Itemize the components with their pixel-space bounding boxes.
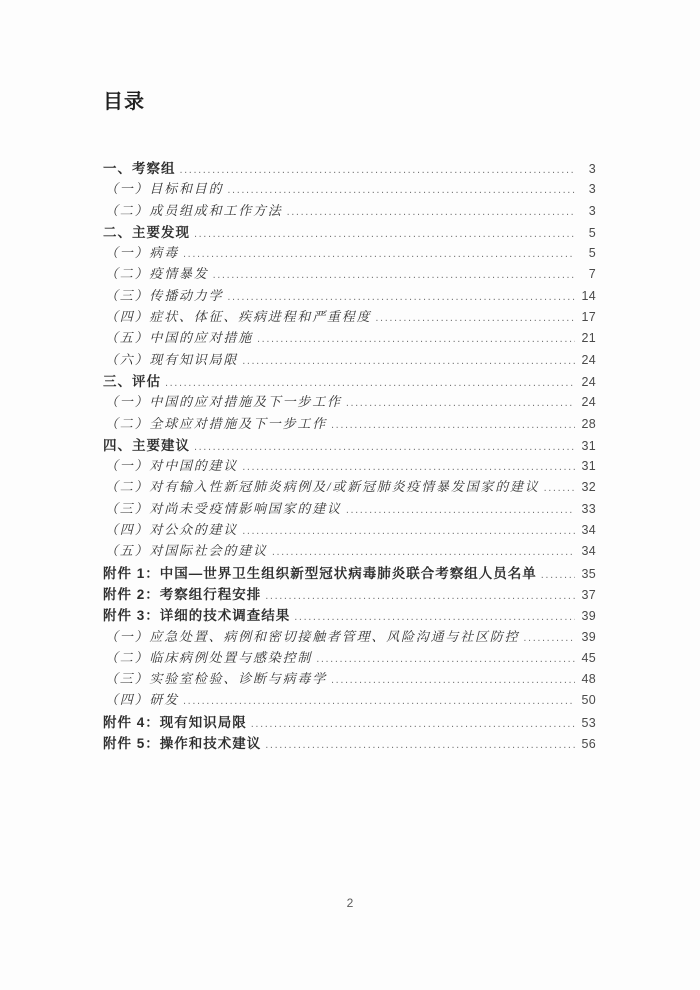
toc-entry-label: （三）传播动力学 — [105, 287, 224, 303]
toc-entry-page: 35 — [581, 566, 596, 581]
toc-entry-page: 34 — [581, 523, 596, 538]
toc-entry-label: （一）病毒 — [105, 245, 180, 261]
toc-entry-label: （一）应急处置、病例和密切接触者管理、风险沟通与社区防控 — [105, 628, 520, 644]
toc-entry — [103, 540, 596, 561]
toc-entry-page: 28 — [581, 416, 596, 431]
toc-entry — [103, 434, 596, 455]
toc-entry — [103, 732, 596, 753]
toc-entry-label: （五）中国的应对措施 — [105, 330, 254, 346]
toc-entry-page: 53 — [581, 715, 596, 730]
dot-leader — [316, 649, 575, 667]
page-number: 2 — [346, 896, 354, 910]
dot-leader — [183, 244, 575, 262]
dot-leader — [251, 714, 575, 732]
toc-entry-label: （三）对尚未受疫情影响国家的建议 — [105, 500, 342, 516]
dot-leader — [331, 415, 575, 433]
toc-entry-page: 5 — [588, 246, 596, 261]
dot-leader — [544, 478, 575, 496]
toc-entry-page: 3 — [588, 162, 596, 176]
toc-entry-page: 50 — [581, 693, 596, 708]
toc-entry-label: 一、考察组 — [103, 161, 176, 176]
toc-entry-label: （四）症状、体征、疾病进程和严重程度 — [105, 309, 372, 325]
toc-entry — [103, 263, 596, 284]
dot-leader — [183, 691, 575, 709]
dot-leader — [227, 287, 575, 305]
dot-leader — [194, 224, 575, 242]
toc-entry — [103, 583, 596, 604]
toc-entry-label: （六）现有知识局限 — [105, 351, 239, 367]
toc-entry-page: 24 — [581, 395, 596, 410]
toc-entry-label: （二）全球应对措施及下一步工作 — [105, 415, 328, 431]
toc-entry-label: 二、主要发现 — [103, 224, 190, 240]
dot-leader — [180, 160, 576, 178]
dot-leader — [287, 202, 575, 220]
toc-entry — [103, 413, 596, 434]
toc-entry-label: （三）实验室检验、诊断与病毒学 — [105, 671, 328, 687]
toc-entry — [103, 200, 596, 221]
toc-entry-page: 24 — [581, 352, 596, 367]
toc-entry-page: 17 — [581, 310, 596, 325]
toc-entry-page: 33 — [581, 501, 596, 516]
toc-entry-label: （一）对中国的建议 — [105, 458, 239, 474]
toc-entry-label: 附件 1：中国—世界卫生组织新型冠状病毒肺炎联合考察组人员名单 — [103, 565, 537, 581]
toc-entry-page: 24 — [581, 374, 596, 389]
dot-leader — [375, 308, 575, 326]
dot-leader — [213, 265, 575, 283]
toc-entry-page: 45 — [581, 650, 596, 665]
dot-leader — [194, 437, 575, 455]
toc-entry-label: （一）中国的应对措施及下一步工作 — [105, 394, 342, 410]
toc-entry-label: 三、评估 — [103, 373, 161, 389]
dot-leader — [541, 565, 575, 583]
dot-leader — [265, 735, 575, 753]
toc-entry-label: （四）对公众的建议 — [105, 522, 239, 538]
dot-leader — [523, 628, 575, 646]
toc-entry — [103, 455, 596, 476]
dot-leader — [265, 586, 575, 604]
toc-entry-page: 34 — [581, 544, 596, 559]
toc-entry-label: （二）成员组成和工作方法 — [105, 202, 283, 218]
toc-entry — [103, 647, 596, 668]
toc-entry-page: 14 — [581, 288, 596, 303]
toc-entry — [103, 626, 596, 647]
toc-entry-label: （二）临床病例处置与感染控制 — [105, 649, 313, 665]
toc-entry-page: 7 — [588, 267, 596, 282]
toc-entry — [103, 306, 596, 327]
toc-entry-page: 56 — [581, 737, 596, 752]
toc-entry — [103, 157, 596, 178]
toc-entry-page: 39 — [581, 629, 596, 644]
toc-entry — [103, 370, 596, 391]
dot-leader — [331, 670, 575, 688]
toc-entry-label: 四、主要建议 — [103, 437, 190, 453]
toc-entry — [103, 476, 596, 497]
toc-entry-page: 5 — [588, 225, 596, 240]
page-title: 目录 — [103, 91, 145, 113]
dot-leader — [242, 521, 575, 539]
toc-entry — [103, 349, 596, 370]
dot-leader — [257, 329, 575, 347]
toc-entry — [103, 391, 596, 412]
toc-entry-page: 21 — [581, 331, 596, 346]
toc-entry-label: 附件 3：详细的技术调查结果 — [103, 608, 291, 624]
toc-entry-label: （五）对国际社会的建议 — [105, 543, 268, 559]
toc-entry-label: （四）研发 — [105, 692, 180, 708]
dot-leader — [294, 607, 575, 625]
toc-entry — [103, 604, 596, 625]
toc-entry-page: 31 — [581, 438, 596, 453]
toc-entry — [103, 327, 596, 348]
toc-entry-label: 附件 4：现有知识局限 — [103, 714, 247, 730]
toc-entry — [103, 668, 596, 689]
toc-entry-page: 31 — [581, 459, 596, 474]
dot-leader — [227, 180, 575, 198]
toc-entry — [103, 519, 596, 540]
toc-entry-label: 附件 2：考察组行程安排 — [103, 586, 262, 602]
toc-entry-label: （一）目标和目的 — [105, 181, 224, 197]
toc-entry — [103, 562, 596, 583]
toc-list — [103, 157, 596, 753]
toc-entry — [103, 689, 596, 710]
toc-entry-label: 附件 5：操作和技术建议 — [103, 736, 262, 752]
toc-entry — [103, 498, 596, 519]
toc-entry — [103, 178, 596, 199]
toc-entry-page: 39 — [581, 609, 596, 624]
toc-entry — [103, 711, 596, 732]
toc-entry-page: 3 — [588, 203, 596, 218]
toc-entry-page: 3 — [588, 182, 596, 197]
toc-entry-label: （二）对有输入性新冠肺炎病例及/或新冠肺炎疫情暴发国家的建议 — [105, 479, 540, 495]
toc-entry — [103, 221, 596, 242]
page-content — [103, 92, 596, 753]
toc-entry-page: 32 — [581, 480, 596, 495]
toc-entry — [103, 242, 596, 263]
toc-entry-page: 37 — [581, 587, 596, 602]
dot-leader — [242, 457, 575, 475]
toc-entry — [103, 285, 596, 306]
dot-leader — [346, 393, 575, 411]
dot-leader — [242, 351, 575, 369]
toc-entry-label: （二）疫情暴发 — [105, 266, 209, 282]
dot-leader — [165, 373, 575, 391]
toc-entry-page: 48 — [581, 672, 596, 687]
dot-leader — [272, 542, 575, 560]
dot-leader — [346, 500, 575, 518]
